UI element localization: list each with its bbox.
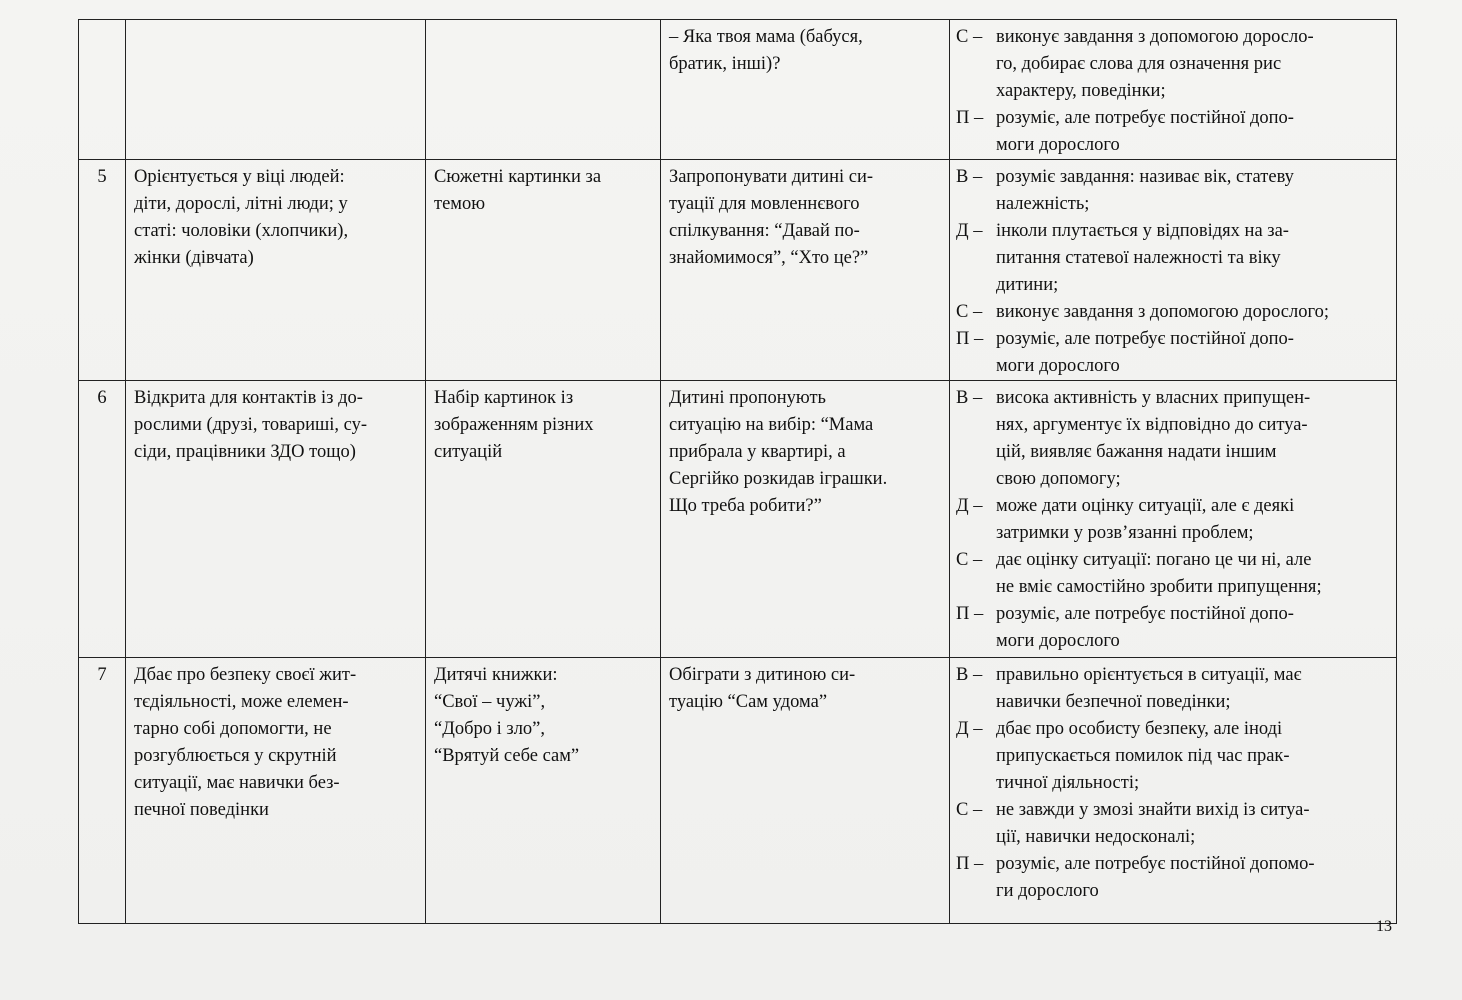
level-line: розуміє, але потребує постійної допо- <box>996 108 1294 128</box>
level-code: С – <box>956 27 983 47</box>
level-line: правильно орієнтується в ситуації, має <box>996 665 1302 685</box>
level-item <box>956 326 1388 380</box>
row-number-cell: 7 <box>79 658 126 924</box>
level-line: не завжди у змозі знайти вихід із ситуа- <box>996 800 1310 820</box>
level-text <box>996 851 1388 905</box>
level-text <box>996 662 1388 716</box>
task-line: знайомимося”, “Хто це?” <box>669 248 869 268</box>
task-cell <box>661 658 950 924</box>
levels-cell <box>950 381 1397 658</box>
level-line: навички безпечної поведінки; <box>996 692 1231 712</box>
material-line: Сюжетні картинки за <box>434 167 602 187</box>
level-item <box>956 164 1388 218</box>
indicator-line: тарно собі допомогти, не <box>134 719 332 739</box>
levels-cell <box>950 20 1397 160</box>
level-text <box>996 105 1388 159</box>
indicator-line: Дбає про безпеку своєї жит- <box>134 665 357 685</box>
level-code: С – <box>956 302 983 322</box>
indicator-line: сіди, працівники ЗДО тощо) <box>134 442 356 462</box>
indicator-line: Відкрита для контактів із до- <box>134 388 363 408</box>
material-line: зображенням різних <box>434 415 594 435</box>
indicator-line: жінки (дівчата) <box>134 248 254 268</box>
level-code: П – <box>956 108 984 128</box>
level-text <box>996 797 1388 851</box>
task-line: туацію “Сам удома” <box>669 692 828 712</box>
page-number: 13 <box>1376 918 1392 935</box>
level-code: Д – <box>956 496 983 516</box>
level-text <box>996 385 1388 493</box>
level-line: питання статевої належності та віку <box>996 248 1281 268</box>
level-line: ції, навички недосконалі; <box>996 827 1196 847</box>
level-line: свою допомогу; <box>996 469 1121 489</box>
level-line: дитини; <box>996 275 1059 295</box>
level-item <box>956 547 1388 601</box>
material-line: ситуацій <box>434 442 503 462</box>
task-cell <box>661 160 950 381</box>
level-line: не вміє самостійно зробити припущення; <box>996 577 1322 597</box>
level-item <box>956 299 1388 326</box>
level-text <box>996 218 1388 299</box>
table-row <box>79 658 1397 924</box>
material-line: “Добро і зло”, <box>434 719 546 739</box>
level-line: ги дорослого <box>996 881 1099 901</box>
task-line: прибрала у квартирі, а <box>669 442 846 462</box>
level-item <box>956 851 1388 905</box>
table-row <box>79 381 1397 658</box>
level-item <box>956 797 1388 851</box>
level-item <box>956 218 1388 299</box>
level-line: припускається помилок під час прак- <box>996 746 1290 766</box>
level-code: В – <box>956 388 983 408</box>
level-item <box>956 716 1388 797</box>
level-code: П – <box>956 604 984 624</box>
levels-cell <box>950 658 1397 924</box>
indicator-line: ситуації, має навички без- <box>134 773 340 793</box>
level-text <box>996 547 1388 601</box>
material-line: Дитячі книжки: <box>434 665 558 685</box>
level-item <box>956 662 1388 716</box>
task-cell <box>661 20 950 160</box>
indicator-line: розгублюється у скрутній <box>134 746 337 766</box>
level-line: дає оцінку ситуації: погано це чи ні, але <box>996 550 1312 570</box>
level-item <box>956 385 1388 493</box>
level-line: го, добирає слова для означення рис <box>996 54 1282 74</box>
level-line: розуміє, але потребує постійної допо- <box>996 604 1294 624</box>
table-row <box>79 20 1397 160</box>
indicator-cell <box>126 381 426 658</box>
level-text <box>996 326 1388 380</box>
level-text <box>996 716 1388 797</box>
task-line: ситуацію на вибір: “Мама <box>669 415 874 435</box>
task-line: Дитині пропонують <box>669 388 826 408</box>
level-line: цій, виявляє бажання надати іншим <box>996 442 1277 462</box>
indicator-line: статі: чоловіки (хлопчики), <box>134 221 349 241</box>
level-item <box>956 24 1388 105</box>
level-text <box>996 164 1388 218</box>
level-text <box>996 24 1388 105</box>
row-number-cell: 5 <box>79 160 126 381</box>
levels-cell <box>950 160 1397 381</box>
level-code: П – <box>956 329 984 349</box>
indicator-line: рослими (друзі, товариші, су- <box>134 415 368 435</box>
task-line: Сергійко розкидав іграшки. <box>669 469 888 489</box>
level-line: належність; <box>996 194 1090 214</box>
indicator-line: тєдіяльності, може елемен- <box>134 692 349 712</box>
level-line: дбає про особисту безпеку, але іноді <box>996 719 1283 739</box>
material-line: Набір картинок із <box>434 388 574 408</box>
indicator-line: Орієнтується у віці людей: <box>134 167 345 187</box>
task-line: Що треба робити?” <box>669 496 822 516</box>
level-code: Д – <box>956 221 983 241</box>
material-cell <box>426 381 661 658</box>
level-text <box>996 601 1388 655</box>
level-line: розуміє завдання: називає вік, статеву <box>996 167 1294 187</box>
task-line: Обіграти з дитиною си- <box>669 665 856 685</box>
material-line: темою <box>434 194 486 214</box>
indicator-line: діти, дорослі, літні люди; у <box>134 194 348 214</box>
level-code: С – <box>956 800 983 820</box>
table-row <box>79 160 1397 381</box>
level-line: виконує завдання з допомогою доросло- <box>996 27 1314 47</box>
material-line: “Свої – чужі”, <box>434 692 546 712</box>
level-line: моги дорослого <box>996 631 1120 651</box>
level-item <box>956 105 1388 159</box>
level-item <box>956 493 1388 547</box>
task-line: – Яка твоя мама (бабуся, <box>669 27 863 47</box>
level-line: затримки у розв’язанні проблем; <box>996 523 1254 543</box>
level-code: П – <box>956 854 984 874</box>
assessment-table <box>78 19 1397 924</box>
level-line: може дати оцінку ситуації, але є деякі <box>996 496 1295 516</box>
level-text <box>996 299 1388 326</box>
level-item <box>956 601 1388 655</box>
material-cell <box>426 20 661 160</box>
indicator-cell <box>126 160 426 381</box>
level-line: характеру, поведінки; <box>996 81 1166 101</box>
indicator-cell <box>126 658 426 924</box>
level-line: моги дорослого <box>996 135 1120 155</box>
level-line: моги дорослого <box>996 356 1120 376</box>
level-line: тичної діяльності; <box>996 773 1140 793</box>
level-line: висока активність у власних припущен- <box>996 388 1311 408</box>
task-line: спілкування: “Давай по- <box>669 221 860 241</box>
level-code: В – <box>956 665 983 685</box>
task-line: братик, інші)? <box>669 54 781 74</box>
indicator-cell <box>126 20 426 160</box>
row-number-cell <box>79 20 126 160</box>
indicator-line: печної поведінки <box>134 800 269 820</box>
task-line: Запропонувати дитині си- <box>669 167 874 187</box>
level-line: інколи плутається у відповідях на за- <box>996 221 1289 241</box>
material-cell <box>426 658 661 924</box>
material-cell <box>426 160 661 381</box>
material-line: “Врятуй себе сам” <box>434 746 580 766</box>
level-code: С – <box>956 550 983 570</box>
level-code: В – <box>956 167 983 187</box>
row-number-cell: 6 <box>79 381 126 658</box>
task-cell <box>661 381 950 658</box>
task-line: туації для мовленнєвого <box>669 194 860 214</box>
level-line: розуміє, але потребує постійної допомо- <box>996 854 1315 874</box>
level-line: розуміє, але потребує постійної допо- <box>996 329 1294 349</box>
level-line: виконує завдання з допомогою дорослого; <box>996 302 1330 322</box>
level-text <box>996 493 1388 547</box>
level-code: Д – <box>956 719 983 739</box>
level-line: нях, аргументує їх відповідно до ситуа- <box>996 415 1308 435</box>
